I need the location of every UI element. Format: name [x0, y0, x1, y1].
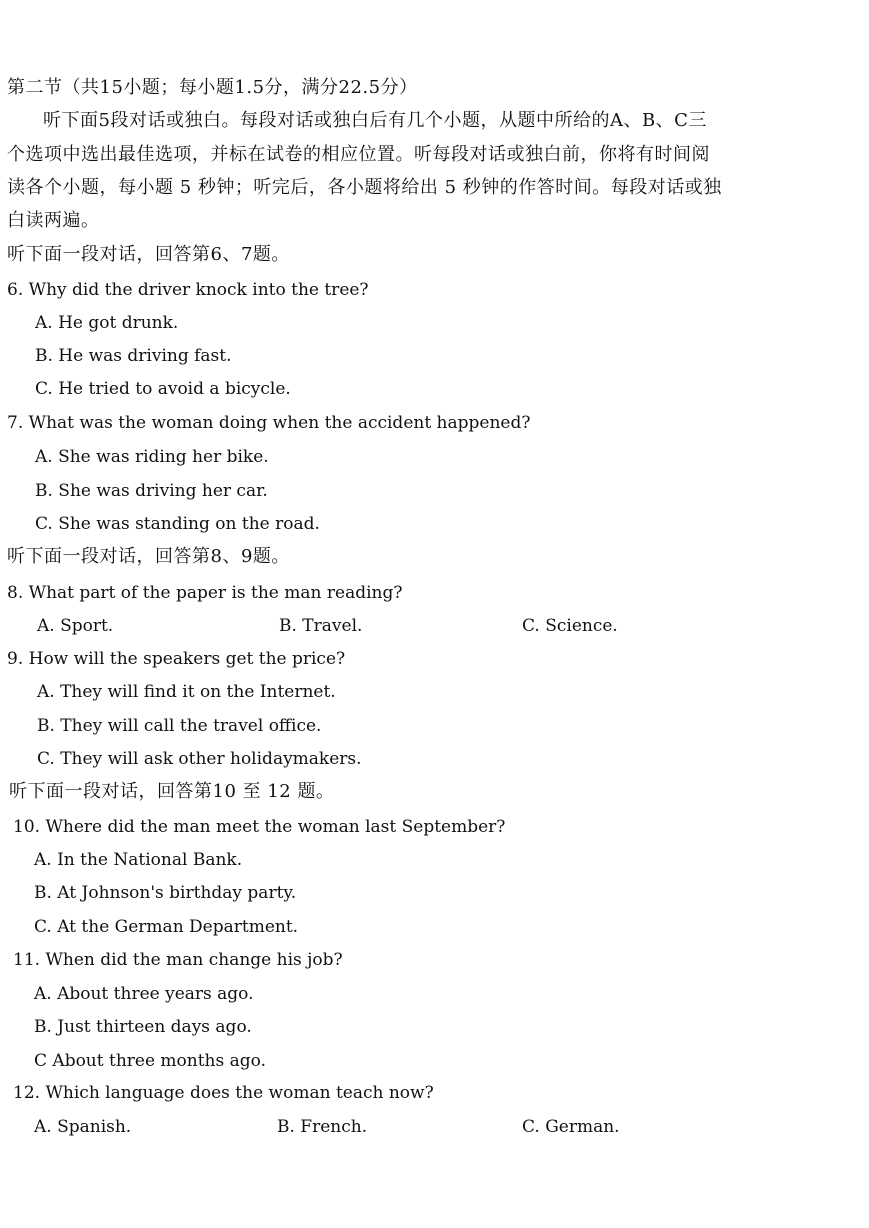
question-10-option-a: A. In the National Bank.: [34, 850, 243, 870]
question-8-option-a: A. Sport.: [37, 616, 114, 636]
question-6-stem: 6. Why did the driver knock into the tree?: [7, 280, 369, 300]
instructions-line-1: 听下面5段对话或独白。每段对话或独白后有几个小题，从题中所给的A、B、C三: [43, 110, 707, 131]
question-6-option-a: A. He got drunk.: [35, 313, 179, 333]
question-12-option-a: A. Spanish.: [34, 1117, 132, 1137]
question-7-option-c: C. She was standing on the road.: [35, 514, 320, 534]
question-7-stem: 7. What was the woman doing when the accident happened?: [7, 413, 531, 433]
question-11-option-b: B. Just thirteen days ago.: [34, 1017, 252, 1037]
question-9-option-c: C. They will ask other holidaymakers.: [37, 749, 362, 769]
question-6-option-b: B. He was driving fast.: [35, 346, 232, 366]
question-10-option-c: C. At the German Department.: [34, 917, 299, 937]
question-9-stem: 9. How will the speakers get the price?: [7, 649, 346, 669]
question-11-option-a: A. About three years ago.: [34, 984, 254, 1004]
question-8-option-c: C. Science.: [522, 616, 618, 636]
instructions-line-3: 读各个小题，每小题 5 秒钟；听完后，各小题将给出 5 秒钟的作答时间。每段对话或独: [7, 177, 722, 198]
group-intro-1: 听下面一段对话，回答第6、7题。: [7, 244, 290, 265]
question-11-stem: 11. When did the man change his job?: [13, 950, 343, 970]
question-11-option-c: C About three months ago.: [34, 1051, 266, 1071]
question-7-option-b: B. She was driving her car.: [35, 481, 268, 501]
question-10-option-b: B. At Johnson's birthday party.: [34, 883, 297, 903]
question-12-option-b: B. French.: [277, 1117, 368, 1137]
group-intro-3: 听下面一段对话，回答第10 至 12 题。: [9, 781, 335, 802]
question-7-option-a: A. She was riding her bike.: [35, 447, 269, 467]
question-9-option-a: A. They will find it on the Internet.: [37, 682, 336, 702]
question-9-option-b: B. They will call the travel office.: [37, 716, 322, 736]
question-8-stem: 8. What part of the paper is the man reading?: [7, 583, 403, 603]
question-8-option-b: B. Travel.: [279, 616, 363, 636]
group-intro-2: 听下面一段对话，回答第8、9题。: [7, 546, 290, 567]
question-10-stem: 10. Where did the man meet the woman last September?: [13, 817, 506, 837]
question-12-option-c: C. German.: [522, 1117, 620, 1137]
section-heading: 第二节（共15小题；每小题1.5分，满分22.5分）: [7, 77, 418, 98]
instructions-line-2: 个选项中选出最佳选项，并标在试卷的相应位置。听每段对话或独白前，你将有时间阅: [7, 144, 710, 165]
question-6-option-c: C. He tried to avoid a bicycle.: [35, 379, 291, 399]
question-12-stem: 12. Which language does the woman teach now?: [13, 1083, 434, 1103]
instructions-line-4: 白读两遍。: [7, 210, 100, 231]
